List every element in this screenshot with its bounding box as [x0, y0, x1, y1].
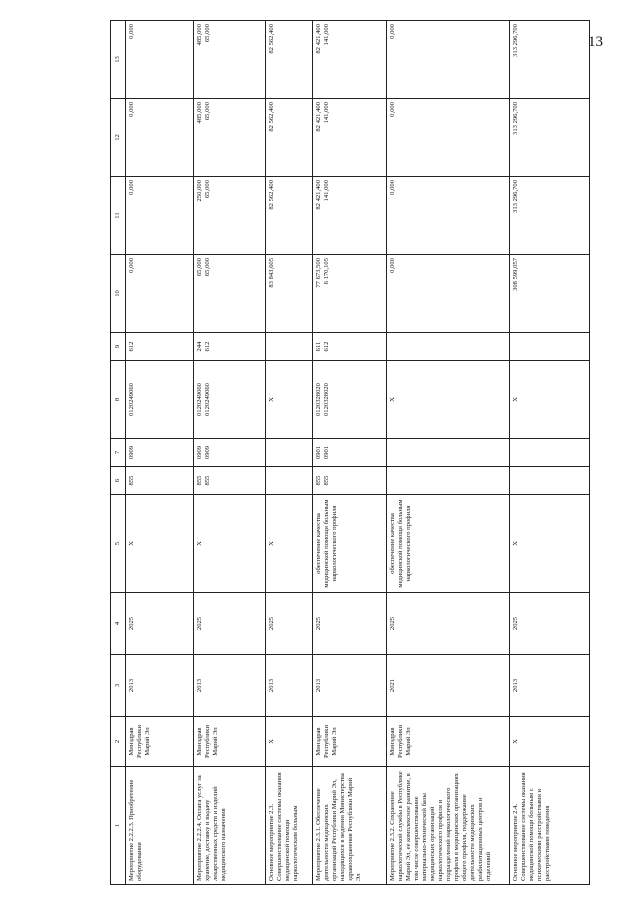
cell-value: 485,000 — [195, 24, 203, 46]
csr-cell — [509, 361, 589, 439]
column-header: 13 — [111, 21, 126, 99]
cell-value: 65,000 — [195, 258, 203, 277]
cell-value: 855 — [128, 475, 135, 486]
grbs-cell — [193, 467, 265, 495]
grbs-cell — [509, 467, 589, 495]
value-col10-cell — [193, 255, 265, 333]
cell-value: 0,000 — [388, 258, 396, 273]
cell-value: 65,000 — [203, 24, 211, 43]
column-header: 2 — [111, 717, 126, 767]
value-col12-cell — [509, 99, 589, 177]
cell-value: 82 562,400 — [267, 102, 275, 132]
start-year-cell: 2021 — [386, 655, 509, 717]
value-col12-cell — [386, 99, 509, 177]
value-col11-cell — [193, 177, 265, 255]
table-row — [193, 21, 265, 885]
executor-cell: X — [265, 717, 312, 767]
cell-value: 0909 — [128, 445, 135, 460]
cell-value: 308 599,057 — [511, 258, 519, 291]
cell-value: 82 421,400 — [314, 102, 322, 132]
table-row — [265, 21, 312, 885]
rzpr-cell — [193, 439, 265, 467]
cell-value: 141,000 — [322, 180, 330, 202]
value-col12-cell — [312, 99, 386, 177]
rzpr-cell — [386, 439, 509, 467]
event-cell: Основное мероприятие 2.3. Совершенствование системы оказания медицинской помощи наркологическим больным — [265, 767, 312, 885]
start-year-cell: 2013 — [126, 655, 194, 717]
executor-cell: Минздрав Республики Марий Эл — [386, 717, 509, 767]
start-year-cell: 2013 — [265, 655, 312, 717]
cell-value: 0,000 — [128, 102, 135, 117]
value-col13-cell — [193, 21, 265, 99]
budget-table — [110, 20, 590, 885]
page-number: 13 — [588, 34, 603, 50]
cell-value: 0,000 — [128, 180, 135, 195]
cell-value: 612 — [322, 341, 330, 352]
value-col10-cell — [386, 255, 509, 333]
grbs-cell — [126, 467, 194, 495]
cell-value: 0909 — [203, 445, 211, 460]
vr-cell — [312, 333, 386, 361]
value-col13-cell — [312, 21, 386, 99]
table-body — [126, 21, 590, 885]
value-col12-cell — [193, 99, 265, 177]
cell-value: 0120249060 — [195, 383, 203, 416]
value-col12-cell — [126, 99, 194, 177]
column-header: 5 — [111, 495, 126, 593]
value-col10-cell — [265, 255, 312, 333]
cell-value: 485,000 — [195, 102, 203, 124]
cell-value: 0,000 — [388, 180, 396, 195]
cell-value: 65,000 — [203, 102, 211, 121]
value-col11-cell — [126, 177, 194, 255]
cell-value: X — [388, 397, 396, 402]
executor-cell: X — [509, 717, 589, 767]
rzpr-cell — [265, 439, 312, 467]
event-cell: Основное мероприятие 2.4. Совершенствование системы оказания медицинской помощи больным с психическими расстройствами и расстройствами поведения — [509, 767, 589, 885]
end-year-cell: 2025 — [312, 593, 386, 655]
cell-value: X — [267, 397, 275, 402]
csr-cell — [386, 361, 509, 439]
cell-value: 0901 — [322, 445, 330, 460]
value-col13-cell — [265, 21, 312, 99]
cell-value: 141,000 — [322, 102, 330, 124]
column-header: 4 — [111, 593, 126, 655]
cell-value: 83 843,605 — [267, 258, 275, 288]
csr-cell — [193, 361, 265, 439]
result-cell: обеспечение качества медицинской помощи больным наркологического профиля — [312, 495, 386, 593]
rzpr-cell — [509, 439, 589, 467]
rzpr-cell — [126, 439, 194, 467]
value-col11-cell — [265, 177, 312, 255]
vr-cell — [509, 333, 589, 361]
start-year-cell: 2013 — [193, 655, 265, 717]
vr-cell — [386, 333, 509, 361]
table-row — [312, 21, 386, 885]
cell-value: 612 — [203, 341, 211, 352]
column-header: 10 — [111, 255, 126, 333]
cell-value: 855 — [203, 475, 211, 486]
cell-value: 0,000 — [128, 24, 135, 39]
result-cell: X — [193, 495, 265, 593]
vr-cell — [193, 333, 265, 361]
cell-value: 250,000 — [195, 180, 203, 202]
table-row — [386, 21, 509, 885]
executor-cell: Минздрав Республики Марий Эл — [193, 717, 265, 767]
cell-value: 77 673,500 — [314, 258, 322, 288]
start-year-cell: 2013 — [312, 655, 386, 717]
vr-cell — [126, 333, 194, 361]
column-header: 7 — [111, 439, 126, 467]
cell-value: X — [511, 397, 519, 402]
event-cell: Мероприятие 2.3.1. Обеспечение деятельности медицинских организаций Республики Марий Эл, находящихся в ведении Министерства здравоохранения Республики Марий Эл — [312, 767, 386, 885]
cell-value: 313 296,700 — [511, 24, 519, 57]
cell-value: 65,000 — [203, 180, 211, 199]
cell-value: 855 — [195, 475, 203, 486]
value-col12-cell — [265, 99, 312, 177]
cell-value: 0901 — [314, 445, 322, 460]
value-col11-cell — [509, 177, 589, 255]
cell-value: 82 421,400 — [314, 24, 322, 54]
result-cell: X — [126, 495, 194, 593]
cell-value: 0120328020 — [322, 383, 330, 416]
event-cell: Мероприятие 2.2.2.4. Оплата услуг за хранение, доставку и выдачу лекарственных средств и изделий медицинского назначения — [193, 767, 265, 885]
result-cell: X — [509, 495, 589, 593]
end-year-cell: 2025 — [509, 593, 589, 655]
column-header: 1 — [111, 767, 126, 885]
header-row — [111, 21, 126, 885]
cell-value: 855 — [314, 475, 322, 486]
csr-cell — [126, 361, 194, 439]
value-col11-cell — [312, 177, 386, 255]
grbs-cell — [386, 467, 509, 495]
executor-cell: Минздрав Республики Марий Эл — [312, 717, 386, 767]
csr-cell — [312, 361, 386, 439]
cell-value: 244 — [195, 341, 203, 352]
cell-value: 0,000 — [128, 258, 135, 273]
value-col13-cell — [126, 21, 194, 99]
vr-cell — [265, 333, 312, 361]
end-year-cell: 2025 — [265, 593, 312, 655]
table-row — [509, 21, 589, 885]
executor-cell: Минздрав Республики Марий Эл — [126, 717, 194, 767]
end-year-cell: 2025 — [193, 593, 265, 655]
event-cell: Мероприятие 2.3.2. Сохранение наркологической службы в Республике Марий Эл, ее комплексное развитие, в том числе совершенствование материально-технической базы медицинских организаций наркологического профиля и подразделений наркологического профиля в медицинских организациях общего профиля, поддержание деятельности медицинских реабилитационных центров и отделений — [386, 767, 509, 885]
column-header: 12 — [111, 99, 126, 177]
csr-cell — [265, 361, 312, 439]
grbs-cell — [265, 467, 312, 495]
cell-value: 0120328020 — [314, 383, 322, 416]
cell-value: 82 562,400 — [267, 180, 275, 210]
value-col13-cell — [386, 21, 509, 99]
value-col13-cell — [509, 21, 589, 99]
end-year-cell: 2025 — [386, 593, 509, 655]
rotated-table-container — [110, 25, 590, 885]
column-header: 8 — [111, 361, 126, 439]
result-cell: X — [265, 495, 312, 593]
value-col11-cell — [386, 177, 509, 255]
cell-value: 0,000 — [388, 102, 396, 117]
cell-value: 82 421,400 — [314, 180, 322, 210]
cell-value: 612 — [128, 341, 135, 352]
value-col10-cell — [126, 255, 194, 333]
value-col10-cell — [312, 255, 386, 333]
rzpr-cell — [312, 439, 386, 467]
cell-value: 313 296,700 — [511, 180, 519, 213]
column-header: 6 — [111, 467, 126, 495]
column-header: 11 — [111, 177, 126, 255]
start-year-cell: 2013 — [509, 655, 589, 717]
cell-value: 611 — [314, 341, 322, 352]
cell-value: 6 170,105 — [322, 258, 330, 285]
cell-value: 65,000 — [203, 258, 211, 277]
column-header: 3 — [111, 655, 126, 717]
table-row — [126, 21, 194, 885]
cell-value: 82 562,400 — [267, 24, 275, 54]
event-cell: Мероприятие 2.2.2.3. Приобретение оборудования — [126, 767, 194, 885]
result-cell: обеспечение качества медицинской помощи больным наркологического профиля — [386, 495, 509, 593]
cell-value: 141,000 — [322, 24, 330, 46]
grbs-cell — [312, 467, 386, 495]
cell-value: 0,000 — [388, 24, 396, 39]
cell-value: 0909 — [195, 445, 203, 460]
column-header: 9 — [111, 333, 126, 361]
cell-value: 0120249060 — [203, 383, 211, 416]
value-col10-cell — [509, 255, 589, 333]
end-year-cell: 2025 — [126, 593, 194, 655]
cell-value: 0120249060 — [128, 383, 135, 416]
cell-value: 855 — [322, 475, 330, 486]
cell-value: 313 296,700 — [511, 102, 519, 135]
